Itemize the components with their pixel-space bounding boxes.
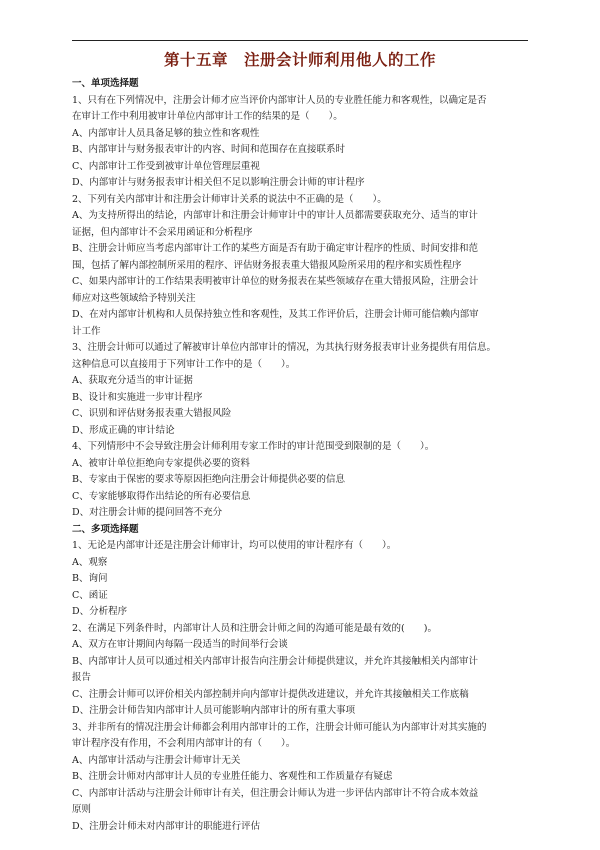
section-heading-single-choice: 一、单项选择题 bbox=[72, 78, 139, 89]
text-line: D、内部审计与财务报表审计相关但不足以影响注册会计师的审计程序 bbox=[72, 177, 365, 188]
text-line: B、内部审计人员可以通过相关内部审计报告向注册会计师提供建议，并允许其接触相关内部审计 bbox=[72, 655, 478, 667]
text-line: D、注册会计师未对内部审计的职能进行评估 bbox=[72, 820, 261, 832]
top-rule bbox=[72, 40, 528, 41]
text-line: 证据，但内部审计不会采用函证和分析程序 bbox=[72, 226, 253, 238]
text-line: B、设计和实施进一步审计程序 bbox=[72, 391, 203, 403]
text-line: A、观察 bbox=[72, 556, 108, 568]
text-line: C、函证 bbox=[72, 589, 108, 601]
document-body bbox=[72, 76, 530, 835]
text-line: 3、并非所有的情况注册会计师都会利用内部审计的工作，注册会计师可能认为内部审计对其实施的 bbox=[72, 721, 487, 733]
text-line: A、为支持所得出的结论，内部审计和注册会计师审计中的审计人员都需要获取充分、适当的审计 bbox=[72, 210, 478, 221]
text-line: A、内部审计活动与注册会计师审计无关 bbox=[72, 754, 241, 766]
text-line: A、获取充分适当的审计证据 bbox=[72, 375, 193, 386]
text-line: D、在对内部审计机构和人员保持独立性和客观性，及其工作评价后，注册会计师可能信赖内部审 bbox=[72, 309, 479, 320]
text-line: A、内部审计人员具备足够的独立性和客观性 bbox=[72, 127, 260, 139]
text-line: 审计程序没有作用，不会利用内部审计的有（ ）。 bbox=[72, 738, 296, 749]
text-line: 原则 bbox=[72, 804, 92, 815]
text-line: 在审计工作中利用被审计单位内部审计工作的结果的是（ ）。 bbox=[72, 111, 343, 122]
text-line: C、注册会计师可以评价相关内部控制并向内部审计提供改进建议，并允许其接触相关工作底稿 bbox=[72, 688, 469, 700]
text-line: B、内部审计与财务报表审计的内容、时间和范围存在直接联系时 bbox=[72, 144, 345, 155]
text-line: 计工作 bbox=[72, 325, 101, 337]
text-line: D、对注册会计师的提问回答不充分 bbox=[72, 507, 223, 518]
text-line: D、分析程序 bbox=[72, 606, 128, 617]
text-line: 1、只有在下列情况中，注册会计师才应当评价内部审计人员的专业胜任能力和客观性，以确定是否 bbox=[72, 94, 487, 106]
text-line: 2、下列有关内部审计和注册会计师审计关系的说法中不正确的是（ ）。 bbox=[72, 193, 387, 205]
text-line: 1、无论是内部审计还是注册会计师审计，均可以使用的审计程序有（ ）。 bbox=[72, 540, 397, 551]
text-line: 报告 bbox=[72, 672, 92, 683]
text-line: 师应对这些领域给予特别关注 bbox=[72, 292, 196, 304]
chapter-title: 第十五章 注册会计师利用他人的工作 bbox=[163, 51, 436, 69]
text-line: C、内部审计工作受到被审计单位管理层重视 bbox=[72, 160, 260, 172]
text-line: 2、在满足下列条件时，内部审计人员和注册会计师之间的沟通可能是最有效的( )。 bbox=[72, 622, 437, 634]
text-line: A、双方在审计期间内每隔一段适当的时间举行会谈 bbox=[72, 639, 288, 650]
text-line: B、专家由于保密的要求等原因拒绝向注册会计师提供必要的信息 bbox=[72, 474, 345, 485]
section-heading-multiple-choice: 二、多项选择题 bbox=[72, 523, 139, 535]
text-line: D、形成正确的审计结论 bbox=[72, 424, 175, 436]
text-line: 这种信息可以直接用于下列审计工作中的是（ ）。 bbox=[72, 358, 296, 370]
text-line: 围，包括了解内部控制所采用的程序、评估财务报表重大错报风险所采用的程序和实质性程序 bbox=[72, 259, 462, 271]
text-line: C、识别和评估财务报表重大错报风险 bbox=[72, 408, 232, 419]
text-line: B、询问 bbox=[72, 573, 108, 584]
text-line: C、专家能够取得作出结论的所有必要信息 bbox=[72, 490, 251, 502]
single-choice-questions bbox=[72, 93, 530, 522]
text-line: A、被审计单位拒绝向专家提供必要的资料 bbox=[72, 457, 250, 469]
text-line: 4、下列情形中不会导致注册会计师利用专家工作时的审计范围受到限制的是（ ）。 bbox=[72, 441, 435, 452]
text-line: B、注册会计师应当考虑内部审计工作的某些方面是否有助于确定审计程序的性质、时间安排和范 bbox=[72, 243, 478, 254]
text-line: C、如果内部审计的工作结果表明被审计单位的财务报表在某些领域存在重大错报风险，注册会计 bbox=[72, 276, 479, 287]
text-line: C、内部审计活动与注册会计师审计有关，但注册会计师认为进一步评估内部审计不符合成本效益 bbox=[72, 787, 479, 799]
text-line: D、注册会计师告知内部审计人员可能影响内部审计的所有重大事项 bbox=[72, 705, 356, 716]
text-line: B、注册会计师对内部审计人员的专业胜任能力、客观性和工作质量存有疑虑 bbox=[72, 771, 393, 782]
multiple-choice-questions bbox=[72, 538, 530, 835]
text-line: 3、注册会计师可以通过了解被审计单位内部审计的情况，为其执行财务报表审计业务提供有用信息。 bbox=[72, 342, 497, 353]
